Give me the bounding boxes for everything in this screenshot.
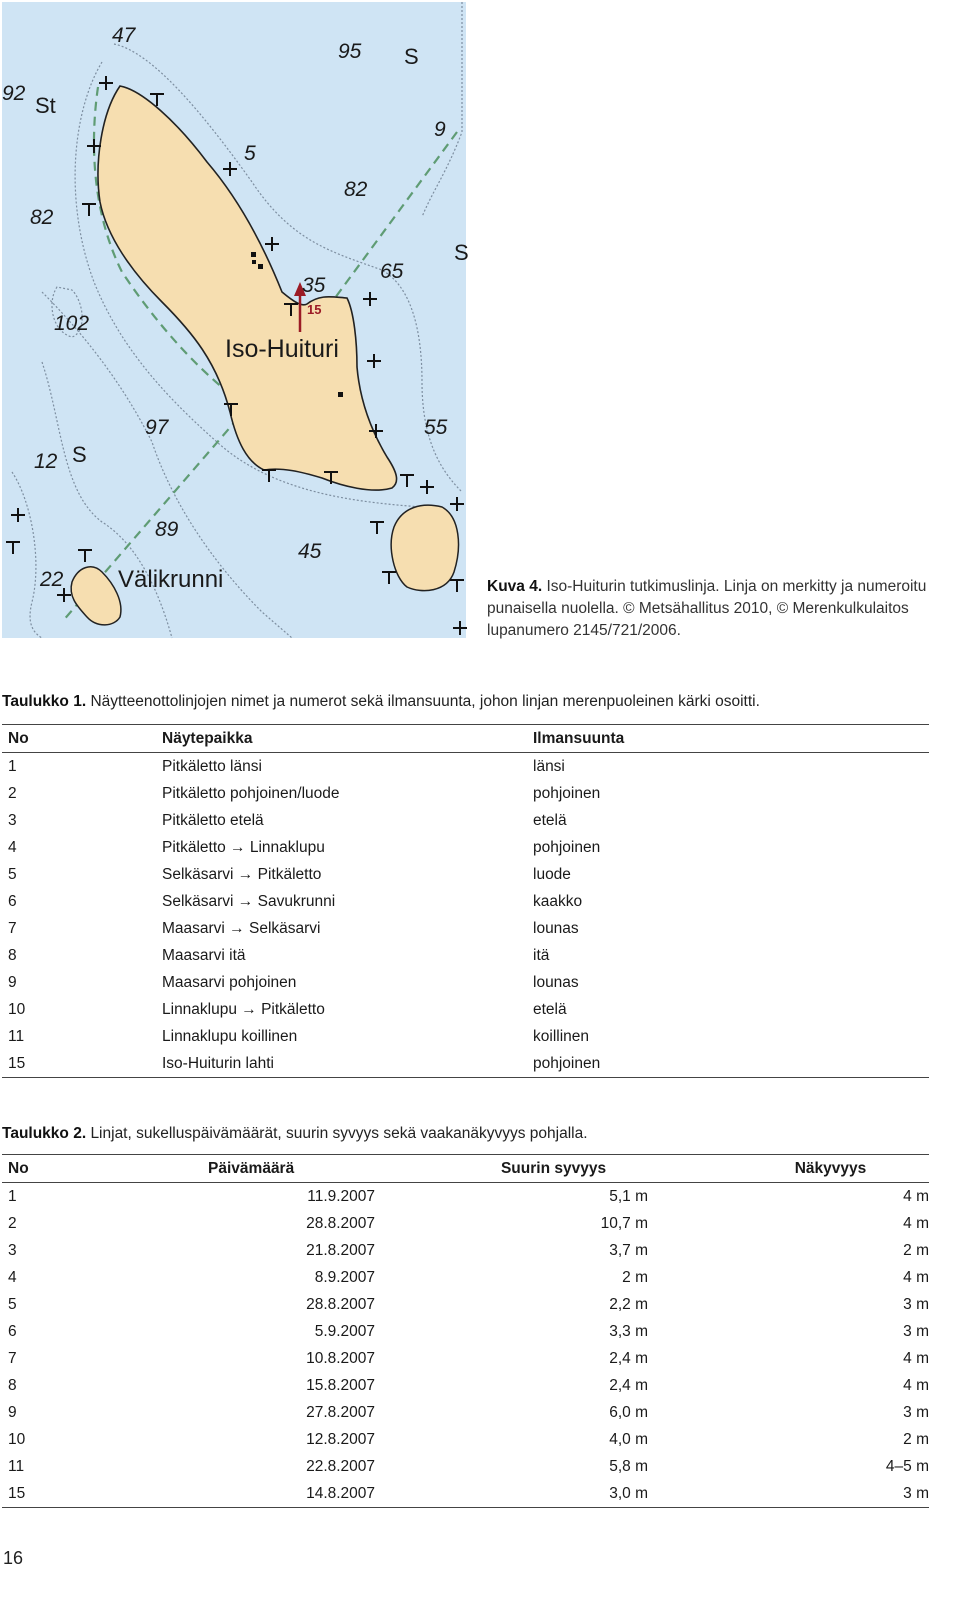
depth-sounding: 82 — [30, 206, 54, 229]
table-row — [2, 942, 929, 969]
cell-no: 6 — [8, 1322, 17, 1340]
depth-sounding: 45 — [298, 540, 322, 563]
figure-caption-text: Iso-Huiturin tutkimuslinja. Linja on merkitty ja numeroitu punaisella nuolella. © Metsähallitus 2010, © Merenkulkulaitos lupanumero 2145/721/2006. — [487, 578, 927, 639]
cell-no: 7 — [8, 919, 17, 937]
cell-max-depth: 5,8 m — [609, 1457, 649, 1475]
cell-direction: pohjoinen — [533, 1054, 601, 1072]
cell-date: 28.8.2007 — [306, 1295, 376, 1313]
cell-no: 11 — [8, 1027, 25, 1045]
cell-no: 10 — [8, 1430, 26, 1448]
cell-no: 15 — [8, 1484, 26, 1502]
figure-caption-label: Kuva 4. — [487, 578, 543, 595]
cell-no: 4 — [8, 1268, 17, 1286]
cell-direction: itä — [533, 946, 550, 964]
cell-no: 7 — [8, 1349, 17, 1367]
nautical-chart-map — [2, 2, 469, 638]
depth-sounding: 22 — [40, 568, 64, 591]
table-row — [2, 1050, 929, 1078]
table1-label: Taulukko 1. — [2, 693, 87, 710]
cell-no: 11 — [8, 1457, 25, 1475]
cell-date: 8.9.2007 — [314, 1268, 376, 1286]
table2-dive-data — [2, 1154, 929, 1508]
cell-visibility: 4 m — [903, 1268, 929, 1286]
column-header-no: No — [8, 729, 29, 747]
table-row — [2, 1480, 929, 1508]
cell-date: 10.8.2007 — [306, 1349, 376, 1367]
table-row — [2, 1264, 929, 1291]
depth-sounding: 65 — [380, 260, 404, 283]
table-row — [2, 1345, 929, 1372]
cell-no: 10 — [8, 1000, 26, 1018]
line-number-label: 15 — [307, 302, 322, 317]
cell-max-depth: 3,3 m — [609, 1322, 649, 1340]
cell-direction: pohjoinen — [533, 784, 601, 802]
cell-visibility: 3 m — [903, 1295, 929, 1313]
depth-sounding: 89 — [155, 518, 179, 541]
cell-site: Linnaklupu → Pitkäletto — [162, 1000, 325, 1018]
cell-no: 2 — [8, 1214, 17, 1232]
cell-date: 5.9.2007 — [314, 1322, 376, 1340]
cell-direction: lounas — [533, 919, 579, 937]
depth-sounding: 92 — [2, 82, 26, 105]
table-row — [2, 1426, 929, 1453]
cell-visibility: 4–5 m — [885, 1457, 929, 1475]
cell-no: 9 — [8, 973, 17, 991]
cell-site: Maasarvi pohjoinen — [162, 973, 297, 991]
cell-visibility: 4 m — [903, 1214, 929, 1232]
cell-direction: luode — [533, 865, 571, 883]
depth-sounding: 9 — [434, 118, 446, 141]
seabed-label-s-edge: S — [454, 240, 469, 265]
cell-site: Pitkäletto pohjoinen/luode — [162, 784, 340, 802]
column-header-site: Näytepaikka — [162, 729, 253, 747]
depth-sounding: 47 — [112, 24, 136, 47]
cell-visibility: 3 m — [903, 1322, 929, 1340]
cell-no: 8 — [8, 1376, 17, 1394]
cell-direction: länsi — [533, 757, 565, 775]
table-row — [2, 753, 929, 781]
cell-date: 14.8.2007 — [306, 1484, 376, 1502]
column-header-date: Päivämäärä — [208, 1159, 295, 1177]
table-row — [2, 1318, 929, 1345]
cell-direction: etelä — [533, 1000, 567, 1018]
depth-sounding: 55 — [424, 416, 448, 439]
cell-visibility: 2 m — [903, 1430, 929, 1448]
cell-visibility: 4 m — [903, 1187, 929, 1205]
cell-max-depth: 2,4 m — [609, 1349, 649, 1367]
cell-date: 21.8.2007 — [306, 1241, 376, 1259]
column-header-no: No — [8, 1159, 29, 1177]
cell-direction: kaakko — [533, 892, 583, 910]
cell-site: Pitkäletto länsi — [162, 757, 262, 775]
table-row — [2, 834, 929, 861]
cell-no: 6 — [8, 892, 17, 910]
table1-sampling-lines — [2, 724, 929, 1078]
figure-caption — [487, 576, 947, 642]
seabed-label-s-top: S — [404, 44, 419, 69]
table2-label: Taulukko 2. — [2, 1125, 87, 1142]
cell-date: 15.8.2007 — [306, 1376, 376, 1394]
island-small-east — [391, 505, 458, 590]
depth-sounding: 82 — [344, 178, 368, 201]
table-row — [2, 996, 929, 1023]
table-row — [2, 807, 929, 834]
cell-visibility: 3 m — [903, 1403, 929, 1421]
table1-caption — [2, 693, 760, 711]
cell-no: 1 — [8, 1187, 17, 1205]
cell-visibility: 4 m — [903, 1349, 929, 1367]
cell-site: Maasarvi itä — [162, 946, 246, 964]
depth-sounding: 5 — [244, 142, 256, 165]
column-header-max-depth: Suurin syvyys — [500, 1159, 607, 1177]
cell-site: Iso-Huiturin lahti — [162, 1054, 274, 1072]
table-row — [2, 1023, 929, 1050]
cell-no: 9 — [8, 1403, 17, 1421]
cell-max-depth: 5,1 m — [609, 1187, 649, 1205]
cell-site: Pitkäletto → Linnaklupu — [162, 838, 325, 856]
cell-date: 11.9.2007 — [307, 1187, 376, 1205]
table-row — [2, 1210, 929, 1237]
cell-visibility: 2 m — [903, 1241, 929, 1259]
table2-caption — [2, 1125, 588, 1143]
cell-max-depth: 3,0 m — [609, 1484, 649, 1502]
cell-no: 5 — [8, 1295, 17, 1313]
depth-sounding: 95 — [338, 40, 362, 63]
cell-no: 15 — [8, 1054, 26, 1072]
depth-sounding: 35 — [302, 274, 326, 297]
cell-max-depth: 4,0 m — [609, 1430, 649, 1448]
cell-direction: lounas — [533, 973, 579, 991]
table-row — [2, 861, 929, 888]
table-row — [2, 1291, 929, 1318]
cell-date: 22.8.2007 — [306, 1457, 376, 1475]
table-row — [2, 1453, 929, 1480]
column-header-visibility: Näkyvyys — [794, 1159, 867, 1177]
cell-visibility: 4 m — [903, 1376, 929, 1394]
cell-visibility: 3 m — [903, 1484, 929, 1502]
table-row — [2, 1183, 929, 1211]
table-row — [2, 1237, 929, 1264]
cell-max-depth: 2 m — [622, 1268, 649, 1286]
depth-sounding: 102 — [54, 312, 90, 335]
cell-max-depth: 6,0 m — [609, 1403, 649, 1421]
cell-max-depth: 10,7 m — [600, 1214, 649, 1232]
table-row — [2, 969, 929, 996]
table-header-row — [2, 1155, 929, 1183]
table1-title: Näytteenottolinjojen nimet ja numerot sekä ilmansuunta, johon linjan merenpuoleinen kärki osoitti. — [90, 693, 760, 710]
cell-no: 2 — [8, 784, 17, 802]
cell-date: 27.8.2007 — [306, 1403, 376, 1421]
table-header-row — [2, 725, 929, 753]
table-row — [2, 1399, 929, 1426]
cell-site: Pitkäletto etelä — [162, 811, 264, 829]
depth-sounding: 12 — [34, 450, 58, 473]
cell-site: Maasarvi → Selkäsarvi — [162, 919, 321, 937]
page-number: 16 — [3, 1548, 24, 1568]
cell-no: 5 — [8, 865, 17, 883]
depth-sounding: 97 — [145, 416, 169, 439]
cell-date: 12.8.2007 — [306, 1430, 376, 1448]
cell-direction: koillinen — [533, 1027, 590, 1045]
cell-max-depth: 2,2 m — [609, 1295, 649, 1313]
table-row — [2, 1372, 929, 1399]
cell-no: 1 — [8, 757, 17, 775]
cell-direction: pohjoinen — [533, 838, 601, 856]
island-name-iso-huituri: Iso-Huituri — [225, 335, 339, 363]
seabed-label-s-left: S — [72, 442, 87, 467]
seabed-label-st: St — [35, 93, 56, 118]
cell-no: 4 — [8, 838, 17, 856]
column-header-direction: Ilmansuunta — [533, 729, 625, 747]
cell-no: 3 — [8, 1241, 17, 1259]
cell-direction: etelä — [533, 811, 567, 829]
cell-no: 8 — [8, 946, 17, 964]
table2-title: Linjat, sukelluspäivämäärät, suurin syvyys sekä vaakanäkyvyys pohjalla. — [90, 1125, 588, 1142]
table-row — [2, 780, 929, 807]
table-row — [2, 915, 929, 942]
island-name-valikrunni: Välikrunni — [118, 566, 224, 593]
cell-site: Selkäsarvi → Pitkäletto — [162, 865, 322, 883]
cell-max-depth: 3,7 m — [609, 1241, 649, 1259]
table-row — [2, 888, 929, 915]
cell-site: Linnaklupu koillinen — [162, 1027, 298, 1045]
cell-date: 28.8.2007 — [306, 1214, 376, 1232]
cell-max-depth: 2,4 m — [609, 1376, 649, 1394]
cell-site: Selkäsarvi → Savukrunni — [162, 892, 336, 910]
cell-no: 3 — [8, 811, 17, 829]
